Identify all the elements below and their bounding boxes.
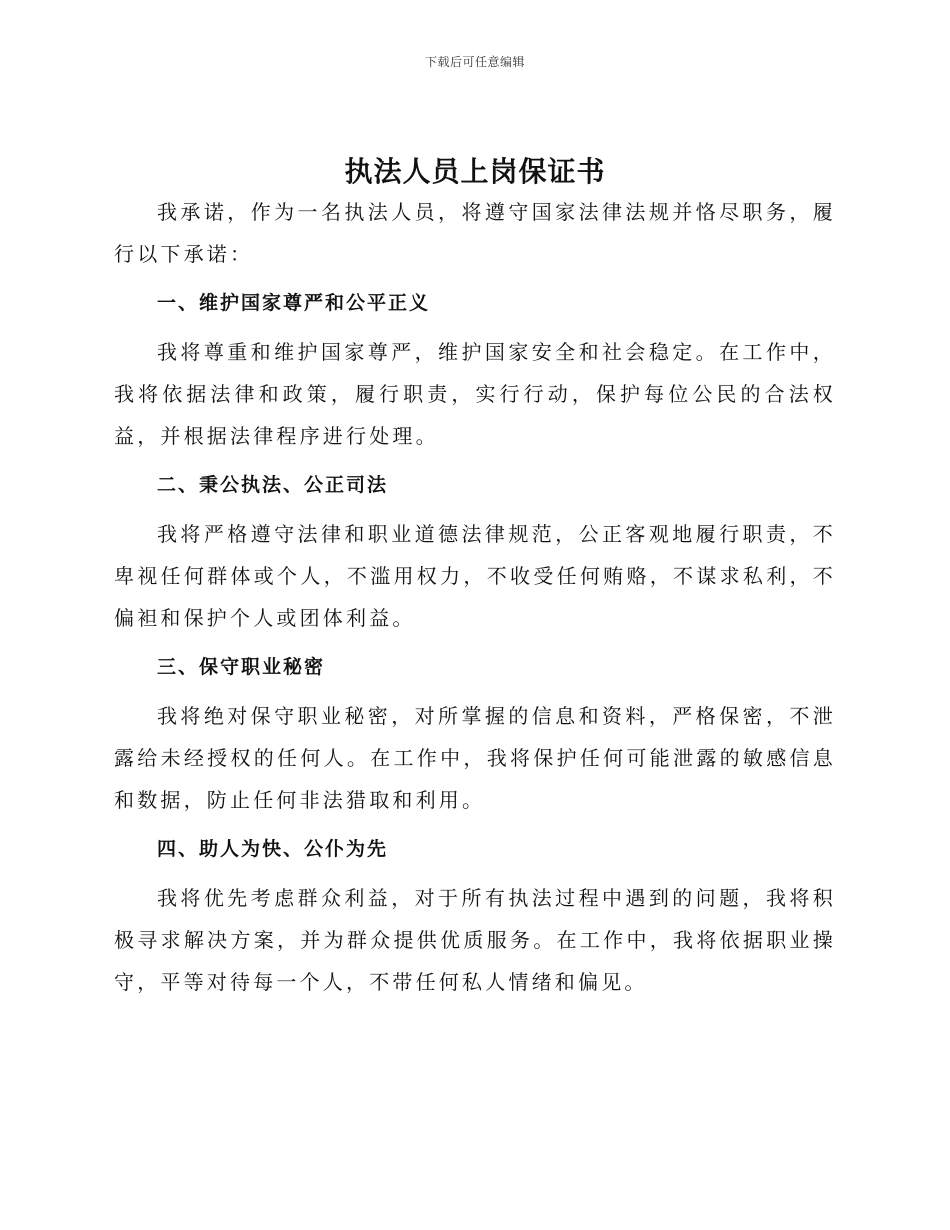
section-body-3: 我将绝对保守职业秘密，对所掌握的信息和资料，严格保密，不泄露给未经授权的任何人。在工作中，我将保护任何可能泄露的敏感信息和数据，防止任何非法猎取和利用。 bbox=[114, 704, 836, 812]
section-body-1: 我将尊重和维护国家尊严，维护国家安全和社会稳定。在工作中，我将依据法律和政策，履行职责，实行行动，保护每位公民的合法权益，并根据法律程序进行处理。 bbox=[114, 340, 836, 448]
intro-paragraph: 我承诺，作为一名执法人员，将遵守国家法律法规并恪尽职务，履行以下承诺： bbox=[114, 200, 836, 266]
section-body-2: 我将严格遵守法律和职业道德法律规范，公正客观地履行职责，不卑视任何群体或个人，不滥用权力，不收受任何贿赂，不谋求私利，不偏袒和保护个人或团体利益。 bbox=[114, 522, 836, 630]
section-heading-3: 三、保守职业秘密 bbox=[157, 656, 326, 678]
section-heading-4: 四、助人为快、公仆为先 bbox=[157, 838, 389, 860]
section-heading-2: 二、秉公执法、公正司法 bbox=[157, 474, 389, 496]
section-body-4: 我将优先考虑群众利益，对于所有执法过程中遇到的问题，我将积极寻求解决方案，并为群众提供优质服务。在工作中，我将依据职业操守，平等对待每一个人，不带任何私人情绪和偏见。 bbox=[114, 886, 836, 994]
document-body bbox=[114, 191, 836, 1003]
document-title: 执法人员上岗保证书 bbox=[344, 155, 606, 188]
section-heading-1: 一、维护国家尊严和公平正义 bbox=[157, 292, 431, 314]
header-note: 下载后可任意编辑 bbox=[424, 55, 525, 69]
